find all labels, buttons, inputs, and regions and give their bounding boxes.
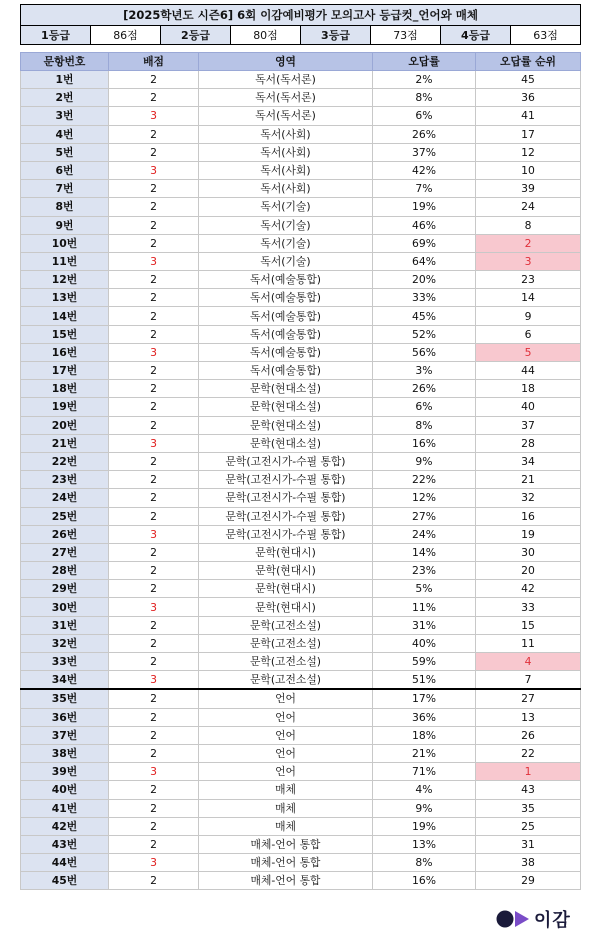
area-cell: 매체-언어 통합 <box>199 835 373 853</box>
question-number: 37번 <box>21 726 109 744</box>
points-cell: 2 <box>109 817 199 835</box>
table-row <box>21 161 581 179</box>
wrong-rate-cell: 27% <box>373 507 476 525</box>
points-cell: 2 <box>109 71 199 89</box>
area-cell: 문학(현대소설) <box>199 434 373 452</box>
table-row <box>21 507 581 525</box>
area-cell: 언어 <box>199 763 373 781</box>
points-cell: 3 <box>109 343 199 361</box>
area-cell: 문학(고전시가-수필 통합) <box>199 452 373 470</box>
wrong-rank-cell: 7 <box>476 671 581 690</box>
wrong-rate-cell: 9% <box>373 799 476 817</box>
table-row <box>21 452 581 470</box>
wrong-rate-cell: 46% <box>373 216 476 234</box>
points-cell: 2 <box>109 198 199 216</box>
area-cell: 문학(고전소설) <box>199 634 373 652</box>
grade-label: 4등급 <box>441 26 511 45</box>
table-row <box>21 689 581 708</box>
points-cell: 3 <box>109 107 199 125</box>
grade-score: 63점 <box>511 26 581 45</box>
wrong-rate-cell: 31% <box>373 616 476 634</box>
wrong-rank-cell: 42 <box>476 580 581 598</box>
question-number: 28번 <box>21 562 109 580</box>
table-row <box>21 543 581 561</box>
area-cell: 독서(사회) <box>199 125 373 143</box>
wrong-rank-cell: 21 <box>476 471 581 489</box>
grade-cut-table <box>20 4 581 45</box>
points-cell: 2 <box>109 271 199 289</box>
wrong-rank-cell: 39 <box>476 180 581 198</box>
question-number: 16번 <box>21 343 109 361</box>
area-cell: 언어 <box>199 726 373 744</box>
wrong-rank-cell: 37 <box>476 416 581 434</box>
points-cell: 2 <box>109 289 199 307</box>
area-cell: 독서(예술통합) <box>199 343 373 361</box>
question-number: 44번 <box>21 854 109 872</box>
wrong-rate-cell: 26% <box>373 380 476 398</box>
area-cell: 독서(예술통합) <box>199 362 373 380</box>
area-cell: 독서(예술통합) <box>199 325 373 343</box>
wrong-rank-cell: 3 <box>476 252 581 270</box>
wrong-rank-cell: 12 <box>476 143 581 161</box>
points-cell: 2 <box>109 726 199 744</box>
wrong-rate-cell: 5% <box>373 580 476 598</box>
wrong-rate-cell: 64% <box>373 252 476 270</box>
table-row <box>21 489 581 507</box>
area-cell: 독서(기술) <box>199 198 373 216</box>
grade-score: 73점 <box>371 26 441 45</box>
points-cell: 2 <box>109 799 199 817</box>
wrong-rate-cell: 23% <box>373 562 476 580</box>
points-cell: 2 <box>109 398 199 416</box>
wrong-rate-cell: 16% <box>373 872 476 890</box>
question-number: 4번 <box>21 125 109 143</box>
points-cell: 2 <box>109 325 199 343</box>
area-cell: 독서(예술통합) <box>199 289 373 307</box>
wrong-rate-cell: 19% <box>373 817 476 835</box>
area-cell: 독서(독서론) <box>199 71 373 89</box>
wrong-rank-cell: 40 <box>476 398 581 416</box>
wrong-rate-cell: 45% <box>373 307 476 325</box>
area-cell: 독서(사회) <box>199 180 373 198</box>
table-row <box>21 307 581 325</box>
page-title: [2025학년도 시즌6] 6회 이감예비평가 모의고사 등급컷_언어와 매체 <box>21 5 581 26</box>
table-row <box>21 835 581 853</box>
wrong-rank-cell: 16 <box>476 507 581 525</box>
wrong-rate-cell: 52% <box>373 325 476 343</box>
wrong-rate-cell: 20% <box>373 271 476 289</box>
wrong-rank-cell: 15 <box>476 616 581 634</box>
wrong-rate-cell: 9% <box>373 452 476 470</box>
table-header <box>21 53 581 71</box>
points-cell: 2 <box>109 143 199 161</box>
grade-score: 86점 <box>91 26 161 45</box>
points-cell: 2 <box>109 125 199 143</box>
points-cell: 3 <box>109 252 199 270</box>
question-number: 34번 <box>21 671 109 690</box>
points-cell: 2 <box>109 234 199 252</box>
header-points: 배점 <box>109 53 199 71</box>
table-row <box>21 252 581 270</box>
wrong-rank-cell: 27 <box>476 689 581 708</box>
question-number: 41번 <box>21 799 109 817</box>
area-cell: 매체-언어 통합 <box>199 854 373 872</box>
wrong-rate-cell: 3% <box>373 362 476 380</box>
table-row <box>21 471 581 489</box>
wrong-rate-cell: 51% <box>373 671 476 690</box>
table-row <box>21 781 581 799</box>
wrong-rank-cell: 28 <box>476 434 581 452</box>
area-cell: 문학(고전소설) <box>199 616 373 634</box>
points-cell: 2 <box>109 489 199 507</box>
table-row <box>21 71 581 89</box>
table-row <box>21 671 581 690</box>
area-cell: 문학(현대소설) <box>199 398 373 416</box>
question-number: 15번 <box>21 325 109 343</box>
wrong-rate-cell: 6% <box>373 107 476 125</box>
area-cell: 문학(고전시가-수필 통합) <box>199 489 373 507</box>
table-row <box>21 817 581 835</box>
wrong-rate-cell: 21% <box>373 744 476 762</box>
question-number: 9번 <box>21 216 109 234</box>
area-cell: 매체 <box>199 799 373 817</box>
area-cell: 매체 <box>199 817 373 835</box>
area-cell: 언어 <box>199 744 373 762</box>
question-number: 45번 <box>21 872 109 890</box>
area-cell: 독서(기술) <box>199 216 373 234</box>
points-cell: 2 <box>109 380 199 398</box>
wrong-rank-cell: 11 <box>476 634 581 652</box>
question-number: 19번 <box>21 398 109 416</box>
question-number: 22번 <box>21 452 109 470</box>
points-cell: 2 <box>109 616 199 634</box>
question-number: 8번 <box>21 198 109 216</box>
wrong-rate-cell: 16% <box>373 434 476 452</box>
table-row <box>21 634 581 652</box>
area-cell: 문학(현대시) <box>199 562 373 580</box>
question-number: 38번 <box>21 744 109 762</box>
wrong-rank-cell: 30 <box>476 543 581 561</box>
table-row <box>21 380 581 398</box>
wrong-rate-cell: 56% <box>373 343 476 361</box>
wrong-rate-cell: 4% <box>373 781 476 799</box>
wrong-rate-cell: 19% <box>373 198 476 216</box>
table-row <box>21 416 581 434</box>
table-row <box>21 854 581 872</box>
points-cell: 2 <box>109 180 199 198</box>
points-cell: 3 <box>109 434 199 452</box>
wrong-rate-cell: 18% <box>373 726 476 744</box>
question-number: 7번 <box>21 180 109 198</box>
wrong-rank-cell: 24 <box>476 198 581 216</box>
points-cell: 3 <box>109 598 199 616</box>
wrong-rank-cell: 8 <box>476 216 581 234</box>
points-cell: 2 <box>109 216 199 234</box>
wrong-rate-cell: 26% <box>373 125 476 143</box>
area-cell: 문학(고전소설) <box>199 653 373 671</box>
igam-logo-icon <box>496 909 530 929</box>
table-row <box>21 763 581 781</box>
question-number: 6번 <box>21 161 109 179</box>
question-number: 26번 <box>21 525 109 543</box>
points-cell: 2 <box>109 872 199 890</box>
wrong-rank-cell: 17 <box>476 125 581 143</box>
table-row <box>21 653 581 671</box>
area-cell: 문학(현대시) <box>199 598 373 616</box>
area-cell: 문학(현대시) <box>199 580 373 598</box>
grade-cut-row <box>21 26 581 45</box>
wrong-rate-cell: 42% <box>373 161 476 179</box>
question-number: 13번 <box>21 289 109 307</box>
area-cell: 독서(기술) <box>199 234 373 252</box>
wrong-rank-cell: 14 <box>476 289 581 307</box>
table-row <box>21 89 581 107</box>
question-number: 42번 <box>21 817 109 835</box>
wrong-rate-cell: 12% <box>373 489 476 507</box>
wrong-rate-cell: 37% <box>373 143 476 161</box>
area-cell: 문학(고전시가-수필 통합) <box>199 525 373 543</box>
brand-logo <box>496 906 571 932</box>
wrong-rank-cell: 31 <box>476 835 581 853</box>
table-row <box>21 107 581 125</box>
table-row <box>21 362 581 380</box>
wrong-rank-cell: 23 <box>476 271 581 289</box>
points-cell: 2 <box>109 471 199 489</box>
points-cell: 2 <box>109 452 199 470</box>
question-number: 31번 <box>21 616 109 634</box>
wrong-rate-cell: 2% <box>373 71 476 89</box>
area-cell: 독서(사회) <box>199 143 373 161</box>
area-cell: 문학(고전시가-수필 통합) <box>199 507 373 525</box>
table-row <box>21 398 581 416</box>
table-row <box>21 616 581 634</box>
wrong-rank-cell: 6 <box>476 325 581 343</box>
header-question-no: 문항번호 <box>21 53 109 71</box>
question-number: 1번 <box>21 71 109 89</box>
wrong-rate-cell: 17% <box>373 689 476 708</box>
area-cell: 문학(고전소설) <box>199 671 373 690</box>
area-cell: 문학(현대시) <box>199 543 373 561</box>
points-cell: 2 <box>109 89 199 107</box>
points-cell: 3 <box>109 161 199 179</box>
area-cell: 독서(예술통합) <box>199 271 373 289</box>
question-number: 11번 <box>21 252 109 270</box>
question-number: 32번 <box>21 634 109 652</box>
question-number: 10번 <box>21 234 109 252</box>
wrong-rate-cell: 71% <box>373 763 476 781</box>
header-wrong-rank: 오답률 순위 <box>476 53 581 71</box>
wrong-rate-cell: 69% <box>373 234 476 252</box>
grade-label: 3등급 <box>301 26 371 45</box>
table-row <box>21 562 581 580</box>
question-number: 40번 <box>21 781 109 799</box>
points-cell: 3 <box>109 854 199 872</box>
grade-score: 80점 <box>231 26 301 45</box>
wrong-rate-cell: 8% <box>373 89 476 107</box>
table-row <box>21 216 581 234</box>
question-number: 12번 <box>21 271 109 289</box>
question-number: 36번 <box>21 708 109 726</box>
question-number: 21번 <box>21 434 109 452</box>
wrong-rank-cell: 22 <box>476 744 581 762</box>
question-number: 43번 <box>21 835 109 853</box>
table-row <box>21 143 581 161</box>
points-cell: 2 <box>109 362 199 380</box>
area-cell: 문학(현대소설) <box>199 416 373 434</box>
area-cell: 매체 <box>199 781 373 799</box>
question-number: 24번 <box>21 489 109 507</box>
table-row <box>21 799 581 817</box>
table-row <box>21 708 581 726</box>
area-cell: 문학(고전시가-수필 통합) <box>199 471 373 489</box>
area-cell: 독서(기술) <box>199 252 373 270</box>
wrong-rank-cell: 19 <box>476 525 581 543</box>
wrong-rank-cell: 10 <box>476 161 581 179</box>
grade-sheet <box>19 4 581 890</box>
wrong-rank-cell: 29 <box>476 872 581 890</box>
wrong-rate-cell: 59% <box>373 653 476 671</box>
wrong-rank-cell: 13 <box>476 708 581 726</box>
wrong-rank-cell: 33 <box>476 598 581 616</box>
question-number: 25번 <box>21 507 109 525</box>
points-cell: 2 <box>109 507 199 525</box>
question-number: 14번 <box>21 307 109 325</box>
table-row <box>21 271 581 289</box>
grade-label: 2등급 <box>161 26 231 45</box>
wrong-rate-cell: 6% <box>373 398 476 416</box>
points-cell: 2 <box>109 580 199 598</box>
points-cell: 2 <box>109 781 199 799</box>
wrong-rank-cell: 43 <box>476 781 581 799</box>
question-number: 3번 <box>21 107 109 125</box>
question-number: 35번 <box>21 689 109 708</box>
wrong-rate-cell: 22% <box>373 471 476 489</box>
wrong-rate-cell: 11% <box>373 598 476 616</box>
wrong-rank-cell: 9 <box>476 307 581 325</box>
area-cell: 문학(현대소설) <box>199 380 373 398</box>
points-cell: 2 <box>109 416 199 434</box>
points-cell: 2 <box>109 653 199 671</box>
points-cell: 3 <box>109 525 199 543</box>
question-number: 2번 <box>21 89 109 107</box>
points-cell: 3 <box>109 763 199 781</box>
table-row <box>21 872 581 890</box>
table-row <box>21 598 581 616</box>
question-number: 39번 <box>21 763 109 781</box>
wrong-rank-cell: 26 <box>476 726 581 744</box>
area-cell: 언어 <box>199 689 373 708</box>
question-number: 29번 <box>21 580 109 598</box>
wrong-rate-cell: 14% <box>373 543 476 561</box>
wrong-rank-cell: 35 <box>476 799 581 817</box>
table-row <box>21 198 581 216</box>
points-cell: 2 <box>109 634 199 652</box>
question-number: 33번 <box>21 653 109 671</box>
wrong-rank-cell: 34 <box>476 452 581 470</box>
wrong-rate-cell: 40% <box>373 634 476 652</box>
area-cell: 독서(예술통합) <box>199 307 373 325</box>
wrong-rate-cell: 8% <box>373 416 476 434</box>
table-row <box>21 726 581 744</box>
points-cell: 2 <box>109 835 199 853</box>
wrong-rank-cell: 36 <box>476 89 581 107</box>
question-number: 17번 <box>21 362 109 380</box>
wrong-rate-cell: 36% <box>373 708 476 726</box>
question-number: 20번 <box>21 416 109 434</box>
table-row <box>21 343 581 361</box>
wrong-rate-cell: 24% <box>373 525 476 543</box>
points-cell: 2 <box>109 307 199 325</box>
table-row <box>21 525 581 543</box>
brand-name: 이감 <box>534 910 571 931</box>
points-cell: 2 <box>109 543 199 561</box>
wrong-rank-cell: 32 <box>476 489 581 507</box>
wrong-rank-cell: 20 <box>476 562 581 580</box>
question-number: 30번 <box>21 598 109 616</box>
question-number: 18번 <box>21 380 109 398</box>
points-cell: 2 <box>109 708 199 726</box>
table-row <box>21 580 581 598</box>
wrong-rank-cell: 4 <box>476 653 581 671</box>
header-wrong-rate: 오답률 <box>373 53 476 71</box>
wrong-rank-cell: 25 <box>476 817 581 835</box>
table-row <box>21 289 581 307</box>
header-area: 영역 <box>199 53 373 71</box>
question-number: 23번 <box>21 471 109 489</box>
area-cell: 매체-언어 통합 <box>199 872 373 890</box>
table-row <box>21 744 581 762</box>
table-row <box>21 234 581 252</box>
wrong-rank-cell: 45 <box>476 71 581 89</box>
table-row <box>21 325 581 343</box>
points-cell: 2 <box>109 562 199 580</box>
area-cell: 독서(사회) <box>199 161 373 179</box>
points-cell: 3 <box>109 671 199 690</box>
wrong-rate-cell: 13% <box>373 835 476 853</box>
wrong-rank-cell: 44 <box>476 362 581 380</box>
wrong-rank-cell: 41 <box>476 107 581 125</box>
question-number: 5번 <box>21 143 109 161</box>
area-cell: 독서(독서론) <box>199 107 373 125</box>
wrong-rate-cell: 8% <box>373 854 476 872</box>
wrong-rate-cell: 7% <box>373 180 476 198</box>
wrong-rank-cell: 1 <box>476 763 581 781</box>
wrong-rank-cell: 5 <box>476 343 581 361</box>
wrong-rank-cell: 2 <box>476 234 581 252</box>
question-table <box>20 52 581 890</box>
area-cell: 언어 <box>199 708 373 726</box>
points-cell: 2 <box>109 744 199 762</box>
table-row <box>21 180 581 198</box>
grade-label: 1등급 <box>21 26 91 45</box>
area-cell: 독서(독서론) <box>199 89 373 107</box>
table-row <box>21 125 581 143</box>
question-number: 27번 <box>21 543 109 561</box>
wrong-rank-cell: 18 <box>476 380 581 398</box>
table-row <box>21 434 581 452</box>
wrong-rate-cell: 33% <box>373 289 476 307</box>
points-cell: 2 <box>109 689 199 708</box>
wrong-rank-cell: 38 <box>476 854 581 872</box>
